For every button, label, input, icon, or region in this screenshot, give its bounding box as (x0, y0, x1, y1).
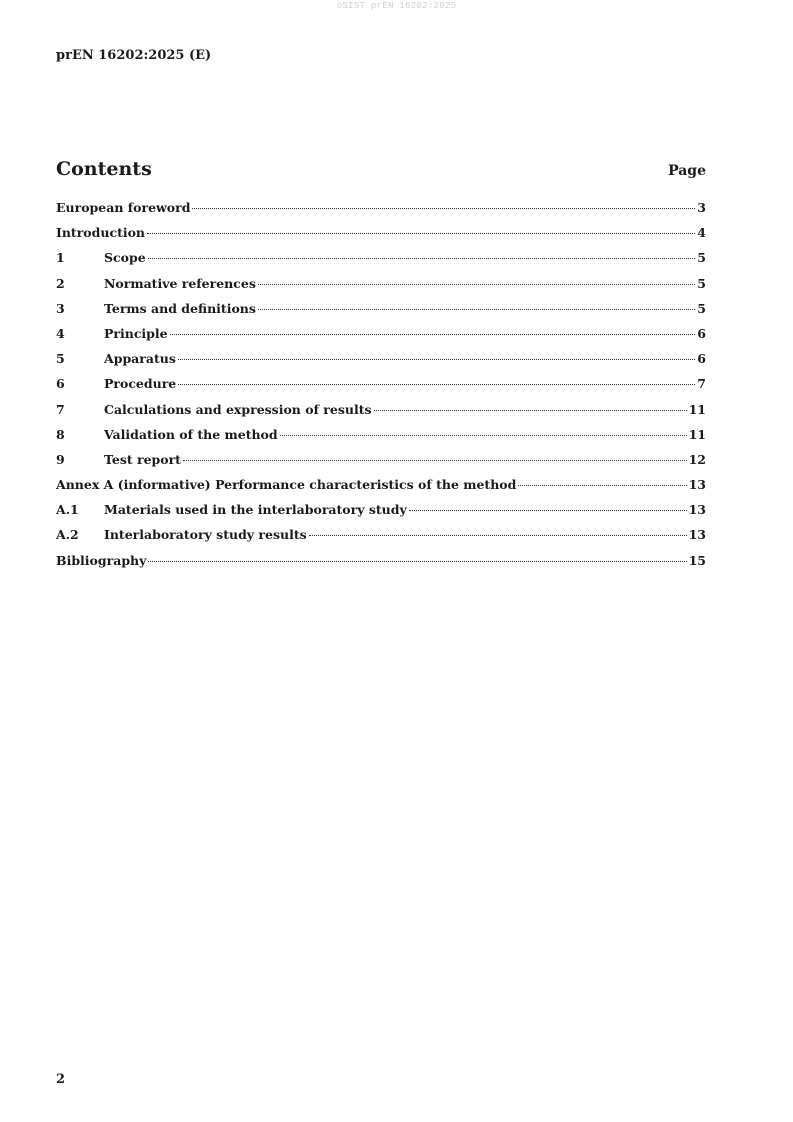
toc-entry-title: Introduction (56, 225, 146, 241)
toc-entry-page: 5 (697, 250, 706, 266)
toc-entry-number: 7 (56, 401, 65, 417)
contents-heading (56, 158, 706, 180)
toc-entry-title: Interlaboratory study results (104, 527, 307, 543)
dot-leader (258, 284, 695, 285)
toc-entry-page: 5 (697, 275, 706, 291)
dot-leader (309, 535, 687, 536)
toc-entry-page: 11 (688, 401, 706, 417)
toc-entry[interactable] (56, 502, 706, 527)
toc-entry-title: European foreword (56, 200, 191, 215)
toc-entry-title: Calculations and expression of results (104, 401, 372, 417)
toc-entry-page: 11 (688, 426, 706, 442)
toc-entry[interactable] (56, 452, 706, 477)
toc-entry-title: Apparatus (104, 351, 176, 367)
toc-entry-number: 5 (56, 351, 65, 367)
toc-entry[interactable] (56, 326, 706, 351)
dot-leader (148, 258, 696, 259)
page-column-label: Page (668, 163, 706, 179)
toc-entry-title: Terms and definitions (104, 300, 256, 316)
toc-entry-page: 13 (688, 502, 706, 518)
toc-entry[interactable] (56, 301, 706, 326)
toc-entry-page: 13 (688, 527, 706, 543)
dot-leader (148, 561, 686, 562)
toc-entry[interactable] (56, 225, 706, 250)
toc-entry-number: 4 (56, 325, 65, 341)
toc-entry-title: Materials used in the interlaboratory study (104, 502, 407, 518)
toc-entry[interactable] (56, 351, 706, 376)
table-of-contents (56, 200, 706, 578)
toc-entry-number: A.1 (56, 502, 79, 518)
dot-leader (280, 435, 687, 436)
toc-entry[interactable] (56, 276, 706, 301)
dot-leader (192, 208, 695, 209)
dot-leader (409, 510, 687, 511)
toc-entry-title: Bibliography (56, 552, 147, 568)
toc-entry-page: 4 (697, 225, 706, 241)
toc-entry-title: Validation of the method (104, 426, 278, 442)
dot-leader (178, 384, 695, 385)
toc-entry-number: 3 (56, 300, 65, 316)
dot-leader (178, 359, 695, 360)
toc-entry-title: Normative references (104, 275, 256, 291)
toc-entry[interactable] (56, 477, 706, 502)
dot-leader (258, 309, 695, 310)
toc-entry-number: 2 (56, 275, 65, 291)
page-number: 2 (56, 1072, 66, 1087)
toc-entry-title: Scope (104, 250, 146, 266)
toc-entry[interactable] (56, 402, 706, 427)
toc-entry-title: Principle (104, 325, 168, 341)
toc-entry-page: 3 (697, 200, 706, 215)
toc-entry-page: 5 (697, 300, 706, 316)
toc-entry[interactable] (56, 200, 706, 225)
toc-entry-page: 6 (697, 325, 706, 341)
toc-entry[interactable] (56, 250, 706, 275)
dot-leader (170, 334, 696, 335)
toc-entry-page: 12 (688, 451, 706, 467)
toc-entry[interactable] (56, 427, 706, 452)
toc-entry[interactable] (56, 527, 706, 552)
dot-leader (518, 485, 686, 486)
toc-entry-number: 9 (56, 451, 65, 467)
dot-leader (147, 233, 695, 234)
toc-entry-title: Procedure (104, 376, 177, 392)
toc-entry[interactable] (56, 376, 706, 401)
toc-entry-page: 13 (688, 477, 706, 493)
toc-entry-number: 6 (56, 376, 65, 392)
toc-entry-number: 8 (56, 426, 65, 442)
toc-entry-page: 7 (697, 376, 706, 392)
toc-entry[interactable] (56, 553, 706, 578)
toc-entry-title: Test report (104, 451, 181, 467)
contents-title: Contents (56, 158, 152, 180)
dot-leader (183, 460, 687, 461)
toc-entry-number: 1 (56, 250, 65, 266)
toc-entry-number: A.2 (56, 527, 79, 543)
watermark: oSIST prEN 16202:2025 (336, 1, 457, 11)
toc-entry-page: 6 (697, 351, 706, 367)
toc-entry-title: Annex A (informative) Performance characteristics of the method (56, 477, 517, 493)
toc-entry-page: 15 (688, 552, 706, 568)
dot-leader (374, 410, 687, 411)
document-reference: prEN 16202:2025 (E) (56, 48, 212, 63)
